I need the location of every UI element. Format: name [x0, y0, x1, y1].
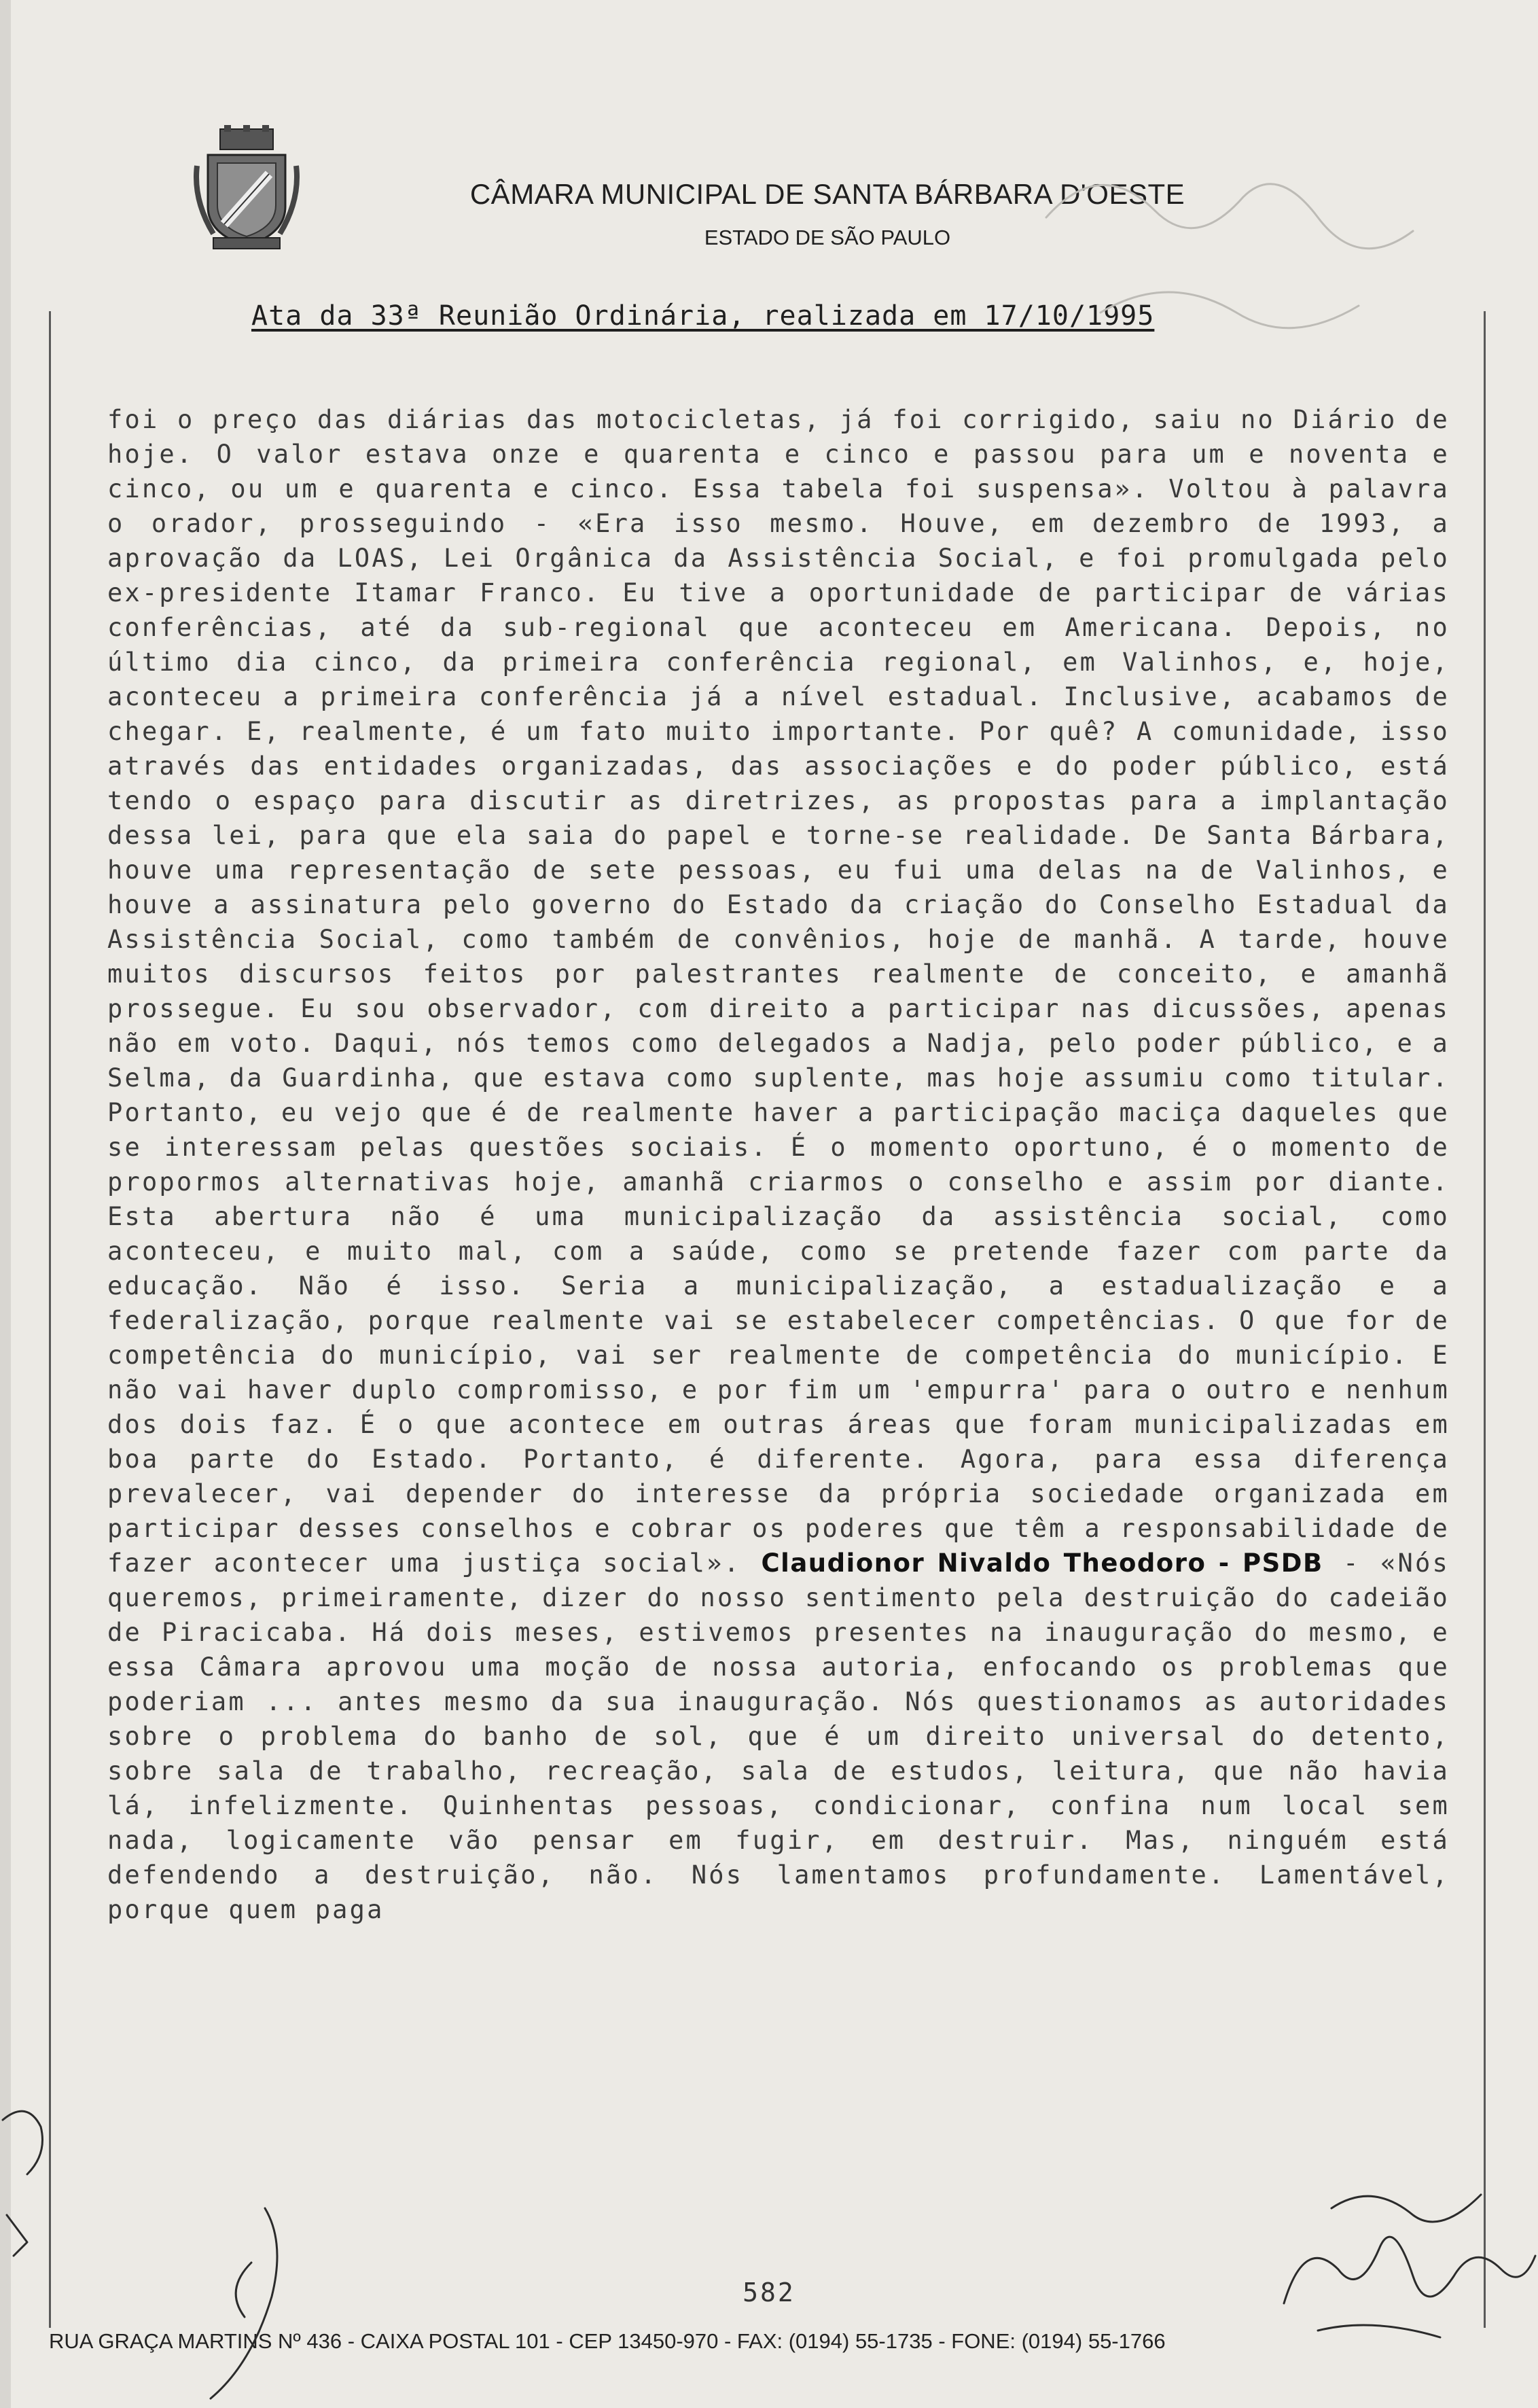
- document-title: Ata da 33ª Reunião Ordinária, realizada em 17/10/1995: [251, 300, 1155, 332]
- faint-signature-mark: [1019, 136, 1440, 394]
- signature-left-mark: [170, 2201, 292, 2405]
- page-edge-shadow: [0, 0, 11, 2408]
- body-text-part-1: foi o preço das diárias das motocicletas, já foi corrigido, saiu no Diário de hoje. O valor estava onze e quarenta e cinco e passou para um e noventa e cinco, ou um e quarenta e cinco. Essa tabela foi suspensa». Voltou à palavra o orador, prosseguindo - «Era isso mesmo. Houve, em dezembro de 1993, a aprovação da LOAS, Lei Orgânica da Assistência Social, e foi promulgada pelo ex-presidente Itamar Franco. Eu tive a oportunidade de participar de várias conferências, até da sub-regional que aconteceu em Americana. Depois, no último dia cinco, da primeira conferência regional, em Valinhos, e, hoje, aconteceu a primeira conferência já a nível estadual. Inclusive, acabamos de chegar. E, realmente, é um fato muito importante. Por quê? A comunidade, isso através das entidades organizadas, das associações e do poder público, está tendo o espaço para discutir as diretrizes, as propostas para a implantação dessa lei, para que ela saia do papel e torne-se realidade. De Santa Bárbara, houve uma representação de sete pessoas, eu fui uma delas na de Valinhos, e houve a assinatura pelo governo do Estado da criação do Conselho Estadual da Assistência Social, como também de convênios, hoje de manhã. A tarde, houve muitos discursos feitos por palestrantes realmente de conceito, e amanhã prossegue. Eu sou observador, com direito a participar nas dicussões, apenas não em voto. Daqui, nós temos como delegados a Nadja, pelo poder público, e a Selma, da Guardinha, que estava como suplente, mas hoje assumiu como titular. Portanto, eu vejo que é de realmente haver a participação maciça daqueles que se interessam pelas questões sociais. É o momento oportuno, é o momento de propormos alternativas hoje, amanhã criarmos o conselho e assim por diante. Esta abertura não é uma municipalização da assistência social, como aconteceu, e muito mal, com a saúde, como se pretende fazer com parte da educação. Não é isso. Seria a municipalização, a estadualização e a federalização, porque realmente vai se estabelecer competências. O que for de competência do município, vai ser realmente de competência do município. E não vai haver duplo compromisso, e por fim um 'empurra' para o outro e nenhum dos dois faz. É o que acontece em outras áreas que foram municipalizadas em boa parte do Estado. Portanto, é diferente. Agora, para essa diferença prevalecer, vai depender do interesse da própria sociedade organizada em participar desses conselhos e cobrar os poderes que têm a responsabilidade de fazer acontecer uma justiça social».: [107, 405, 1450, 1578]
- body-text-part-2: - «Nós queremos, primeiramente, dizer do nosso sentimento pela destruição do cadeião de Piracicaba. Há dois meses, estivemos presentes na inauguração do mesmo, e essa Câmara aprovou uma moção de nossa autoria, enfocando os problemas que poderiam ... antes mesmo da sua inauguração. Nós questionamos as autoridades sobre o problema do banho de sol, que é um direito universal do detento, sobre sala de trabalho, recreação, sala de estudos, leitura, que não havia lá, infelizmente. Quinhentas pessoas, condicionar, confina num local sem nada, logicamente vão pensar em fugir, em destruir. Mas, ninguém está defendendo a destruição, não. Nós lamentamos profundamente. Lamentável, porque quem paga: [107, 1548, 1450, 1924]
- right-margin-rule: [1484, 311, 1486, 2328]
- footer-address: RUA GRAÇA MARTINS Nº 436 - CAIXA POSTAL 101 - CEP 13450-970 - FAX: (0194) 55-1735 - FONE: (0194) 55-1766: [49, 2329, 1166, 2353]
- page-number: 582: [743, 2278, 795, 2307]
- margin-handwriting-mark: [0, 2100, 48, 2263]
- institution-name: CÂMARA MUNICIPAL DE SANTA BÁRBARA D'OESTE: [469, 178, 1185, 210]
- minutes-body: [107, 402, 1450, 1927]
- signature-right-mark: [1277, 2167, 1538, 2344]
- institution-state: ESTADO DE SÃO PAULO: [704, 226, 951, 249]
- speaker-name: Claudionor Nivaldo Theodoro - PSDB: [761, 1548, 1323, 1578]
- left-margin-rule: [49, 311, 51, 2328]
